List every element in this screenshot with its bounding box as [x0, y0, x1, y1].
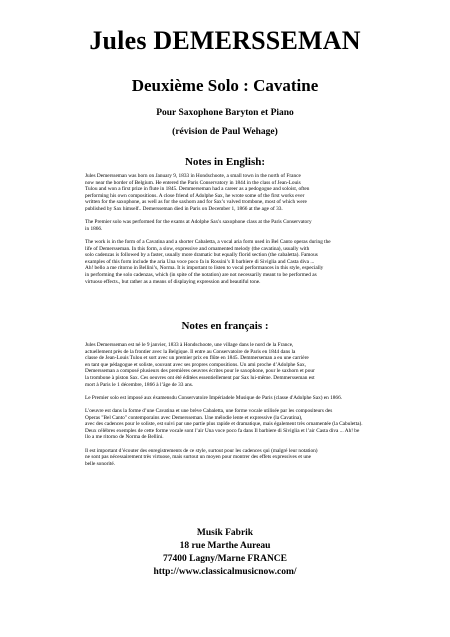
revision-credit: (révision de Paul Wehage) [172, 127, 278, 137]
notes-french-paragraph: L'oeuvre est dans la forme d’une Cavatina et une brève Cabaletta, une forme vocale utilisée par les compositeurs des Operas "Bel Canto" contemporains avec Demersseman. Une mélodie lente et expressive (la Cavatina), avec des cadences pour le soliste, est suivi par une partie plus rapide et dramatique, mais également très ornamentée (la Cabuletta). Deux célèbres exemples de cette forme vocale sont l’air Una voce poco fa dans Il barbiere di Siviglia et l’air Casta diva ... Ah! be llo a me ritorno de Norma de Bellini. [85, 407, 363, 441]
notes-english-paragraph: The work is in the form of a Cavatina and a shorter Cabaletta, a vocal aria form used in Bel Canto operas during the life of Demersseman. In this form, a slow, expressive and ornamented melody (the cavatina), usually with solo cadenzas is followed by a faster, usually more dramatic but equally florid section (the cabaletta). Famous examples of this form include the aria Una voce poco fa in Rossini’s Il barbiere di Siviglia and Casta diva ... Ah! bello a me ritorno in Bellini’s, Norma. It is important to listen to vocal performances in this style, especially in performing the solo cadenzas, which (in spite of the notation) are not necessarily meant to be performed as virtuoso effects., but rather as a means of displaying expression and beautiful tone. [85, 238, 331, 285]
notes-french-body [85, 342, 405, 467]
notes-english-paragraph: The Premier solo was performed for the exams at Adolphe Sax's saxophone class at the Paris Conservatory in 1866. [85, 219, 312, 232]
instrumentation-line: Pour Saxophone Baryton et Piano [156, 108, 294, 118]
notes-english-heading: Notes in English: [184, 156, 266, 168]
notes-english-paragraph: Jules Demersseman was born on January 9, 1833 in Hondschoote, a small town in the north of France now near the border of Belgium. He entered the Paris Conservatory in 1844 in the class of Jean-Louis Tulou and won a first prize in flute in 1845. Demmerseman had a career as a pedogogue and soloist, often performing his own compositions. A close friend of Adolphe Sax, he wrote some of the first works ever written for the saxophone, as well as for the saxhorn and for Sax’s valved trombone, most of which were published by Sax himself.. Demersseman died in Paris on December 1, 1866 at the age of 33. [85, 173, 310, 212]
notes-french-heading: Notes en français : [181, 320, 269, 332]
notes-french-paragraph: Il est important d’écouter des enregistrements de ce style, surtout pour les cadences qui (malgré leur notation) ne sont pas nécessairement très virtuose, mais surtout un moyen pour montrer des effets expressives et une belle sonorité. [85, 447, 318, 467]
publisher-name: Musik Fabrik [196, 528, 254, 538]
notes-french-paragraph: Jules Demersseman est né le 9 janvier, 1833 à Hondschoote, une village dans le nord de la France, actuellement près de la frontier avec la Belgique. Il entre au Conservatoire de Paris en 1844 dans la classe de Jean-Louis Tulou et sort avec un premier prix en flûte en 1845. Demmerseman a eu une carrière en tant que pédagogue et soliste, souvant avec ses propres compositions. Un ami proche d’Adolphe Sax, Demersseman a composé plusieurs des premières oeuvres écrites pour le saxophone, pour le saxhorn et pour la trombone à piston Sax. Ces oeuvres ont été éditées essentiellement par Sax lui-même. Demmersseman est mort à Paris le 1 décembre, 1866 à l’âge de 33 ans. [85, 342, 315, 388]
publisher-website-link[interactable]: http://www.classicalmusicnow.com/ [153, 567, 297, 577]
piece-title: Deuxième Solo : Cavatine [131, 76, 319, 95]
composer-name: Jules DEMERSSEMAN [89, 26, 361, 55]
notes-english-body [85, 173, 405, 285]
publisher-street: 18 rue Marthe Aureau [179, 541, 271, 551]
publisher-city: 77400 Lagny/Marne FRANCE [162, 554, 288, 564]
notes-french-paragraph: Le Premier solo est imposé aux éxamensdu Conservatoire Impériadele Musique de Paris (classe d'Adolphe Sax) en 1866. [85, 394, 343, 401]
